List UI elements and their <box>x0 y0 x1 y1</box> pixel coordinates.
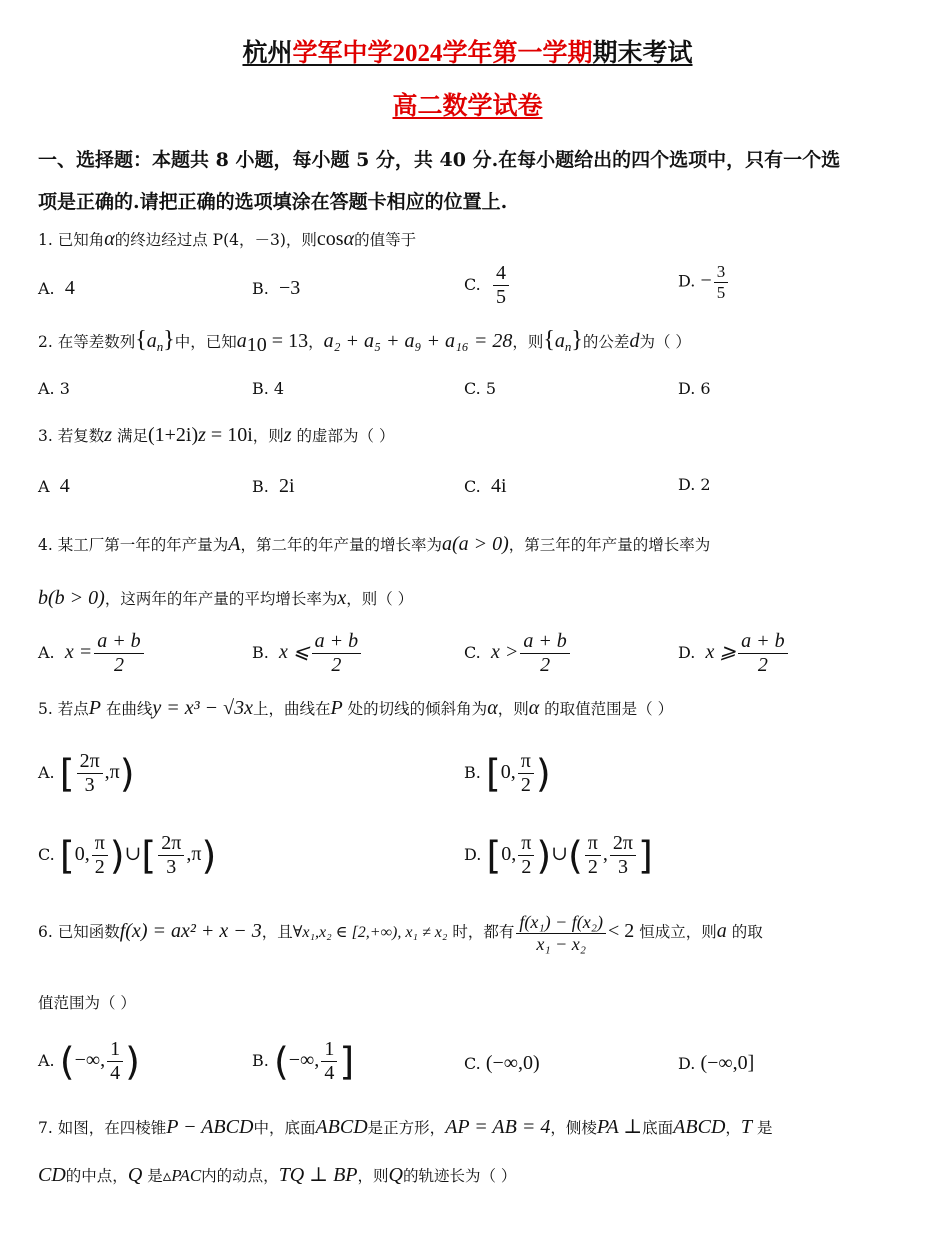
q3-option-c[interactable]: C. 4i <box>464 475 507 497</box>
q6-option-d[interactable]: D. (−∞,0] <box>678 1052 755 1074</box>
title-part3: 期末考试 <box>592 40 693 67</box>
q6-option-b[interactable]: B. (−∞, $\frac{1}{4}$ ] <box>252 1038 355 1084</box>
question-6-line2: 值范围为（ ） <box>38 994 136 1012</box>
q5-option-a[interactable]: A. [ $\frac{2\pi}{3}$ ,π) <box>38 750 135 796</box>
section1-line2: 项是正确的.请把正确的选项填涂在答题卡相应的位置上. <box>38 191 508 213</box>
q1-option-d[interactable]: D. − $\frac{3}{5}$ <box>678 262 730 302</box>
q6-option-a[interactable]: A. (−∞, $\frac{1}{4}$ ) <box>38 1038 140 1084</box>
q3-option-a[interactable]: A 4 <box>38 475 70 497</box>
q2-option-b[interactable]: B. 4 <box>252 379 285 398</box>
question-7-line2: CD的中点，Q 是▵PAC内的动点，TQ ⊥ BP，则Q的轨迹长为（ ） <box>38 1164 517 1186</box>
exam-subtitle: 高二数学试卷 <box>392 93 543 120</box>
q4-option-c[interactable]: C. x > $\frac{a + b}{2}$ <box>464 630 572 677</box>
exam-title <box>0 33 935 69</box>
question-1: 1. 已知角α的终边经过点 P(4，－3)，则cosα的值等于 <box>38 228 417 250</box>
title-part2: 学军中学2024学年第一学期 <box>292 40 593 67</box>
q3-option-b[interactable]: B. 2i <box>252 475 295 497</box>
q3-option-d[interactable]: D. 2 <box>678 475 711 494</box>
q5-option-d[interactable]: D. [0, $\frac{\pi}{2}$ )∪( $\frac{\pi}{2}$ , $\frac{2\pi}{3}$ ] <box>464 832 653 878</box>
q4-option-d[interactable]: D. x ⩾ $\frac{a + b}{2}$ <box>678 630 790 677</box>
title-part1: 杭州 <box>242 40 293 67</box>
q2-option-d[interactable]: D. 6 <box>678 379 711 398</box>
question-5: 5. 若点P 在曲线y = x³ − √3x上，曲线在P 处的切线的倾斜角为α，则α 的取值范围是（ ） <box>38 697 674 719</box>
q1-option-c[interactable]: C. $\frac{4}{5}$ <box>464 262 511 309</box>
q4-option-a[interactable]: A. x = $\frac{a + b}{2}$ <box>38 630 146 677</box>
section1-line1: 一、选择题：本题共 8 小题，每小题 5 分，共 40 分.在每小题给出的四个选项中，只有一个选 <box>38 149 841 171</box>
q1-option-b[interactable]: B. −3 <box>252 277 301 299</box>
q5-option-b[interactable]: B. [0, $\frac{\pi}{2}$ ) <box>464 750 551 796</box>
question-2: 2. 在等差数列$\{a_n\}$中，已知$a_{10} = 13$，a₂ + a₅ + a₉ + a₁₆ = 28，则$\{a_n\}$的公差d为（ ） <box>38 327 691 357</box>
q4-option-b[interactable]: B. x ⩽ $\frac{a + b}{2}$ <box>252 630 363 677</box>
q6-option-c[interactable]: C. (−∞,0) <box>464 1052 540 1074</box>
question-7-line1: 7. 如图，在四棱锥P − ABCD中，底面ABCD是正方形，AP = AB = 4，侧棱PA ⊥底面ABCD，T 是 <box>38 1116 773 1138</box>
question-6-line1: 6. 已知函数f(x) = ax² + x − 3，且∀x₁,x₂ ∈ [2,+∞), x₁ ≠ x₂ 时，都有 $\frac{\text{f(x₁) − f(x₂)}}{\text{x₁ − x₂}}$ < 2 恒成立，则a 的取 <box>38 912 763 954</box>
q2-option-c[interactable]: C. 5 <box>464 379 497 398</box>
q2-option-a[interactable]: A. 3 <box>38 379 70 398</box>
question-3: 3. 若复数z 满足(1+2i)z = 10i，则z 的虚部为（ ） <box>38 424 395 446</box>
q5-option-c[interactable]: C. [0, $\frac{\pi}{2}$ )∪[ $\frac{2\pi}{3}$ ,π) <box>38 832 217 878</box>
question-4-line2: b(b > 0)，这两年的年产量的平均增长率为x，则（ ） <box>38 587 414 609</box>
q1-option-a[interactable]: A. 4 <box>38 277 75 299</box>
question-4-line1: 4. 某工厂第一年的年产量为A，第二年的年产量的增长率为a(a > 0)，第三年的年产量的增长率为 <box>38 533 711 555</box>
